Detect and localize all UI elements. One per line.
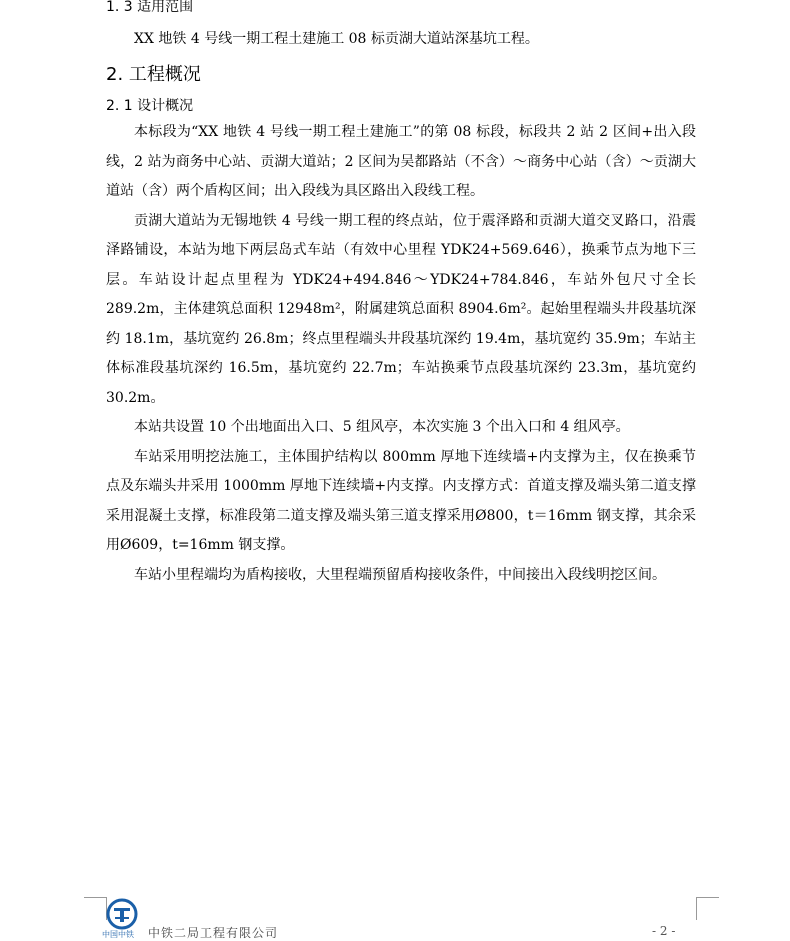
- section-1-3-text: XX 地铁 4 号线一期工程土建施工 08 标贡湖大道站深基坑工程。: [134, 31, 539, 47]
- paragraph: 本站共设置 10 个出地面出入口、5 组风亭，本次实施 3 个出入口和 4 组风亭。: [134, 419, 630, 435]
- crop-mark-right: [696, 897, 719, 920]
- logo-caption: 中国中铁: [102, 930, 134, 939]
- paragraph: 贡湖大道站为无锡地铁 4 号线一期工程的终点站，位于震泽路和贡湖大道交叉路口，沿震泽路铺设，本站为地下两层岛式车站（有效中心里程 YDK24+569.646），换乘节点为地下三层。车站设计起点里程为 YDK24+494.846～YDK24+784.846，车站外包尺寸全长 289.2m，主体建筑总面积 12948m²，附属建筑总面积 8904.6m²。起始里程端头井段基坑深约 18.1m，基坑宽约 26.8m；终点里程端头井段基坑深约 19.4m，基坑宽约 35.9m；车站主体标准段基坑深约 16.5m，基坑宽约 22.7m；车站换乘节点段基坑深约 23.3m，基坑宽约 30.2m。: [106, 212, 696, 406]
- section-2-1-body: [106, 118, 696, 590]
- paragraph: 车站小里程端均为盾构接收，大里程端预留盾构接收条件，中间接出入段线明挖区间。: [134, 566, 666, 583]
- section-2-heading: 2. 工程概况: [106, 64, 201, 85]
- paragraph: 车站采用明挖法施工，主体围护结构以 800mm 厚地下连续墙+内支撑为主，仅在换乘节点及东端头井采用 1000mm 厚地下连续墙+内支撑。内支撑方式：首道支撑及端头第二道支撑采用混凝土支撑，标准段第二道支撑及端头第三道支撑采用Ø800，t＝16mm 钢支撑，其余采用Ø609，t=16mm 钢支撑。: [106, 448, 696, 553]
- page-number: - 2 -: [652, 924, 676, 938]
- company-name: 中铁二局工程有限公司: [148, 926, 279, 940]
- section-2-1-heading: 2. 1 设计概况: [106, 98, 194, 114]
- paragraph: 本标段为“XX 地铁 4 号线一期工程土建施工”的第 08 标段，标段共 2 站 2 区间+出入段线，2 站为商务中心站、贡湖大道站；2 区间为吴都路站（不含）～商务中心站（含）～贡湖大道站（含）两个盾构区间；出入段线为具区路出入段线工程。: [106, 124, 696, 199]
- section-1-3-heading: 1. 3 适用范围: [106, 0, 194, 15]
